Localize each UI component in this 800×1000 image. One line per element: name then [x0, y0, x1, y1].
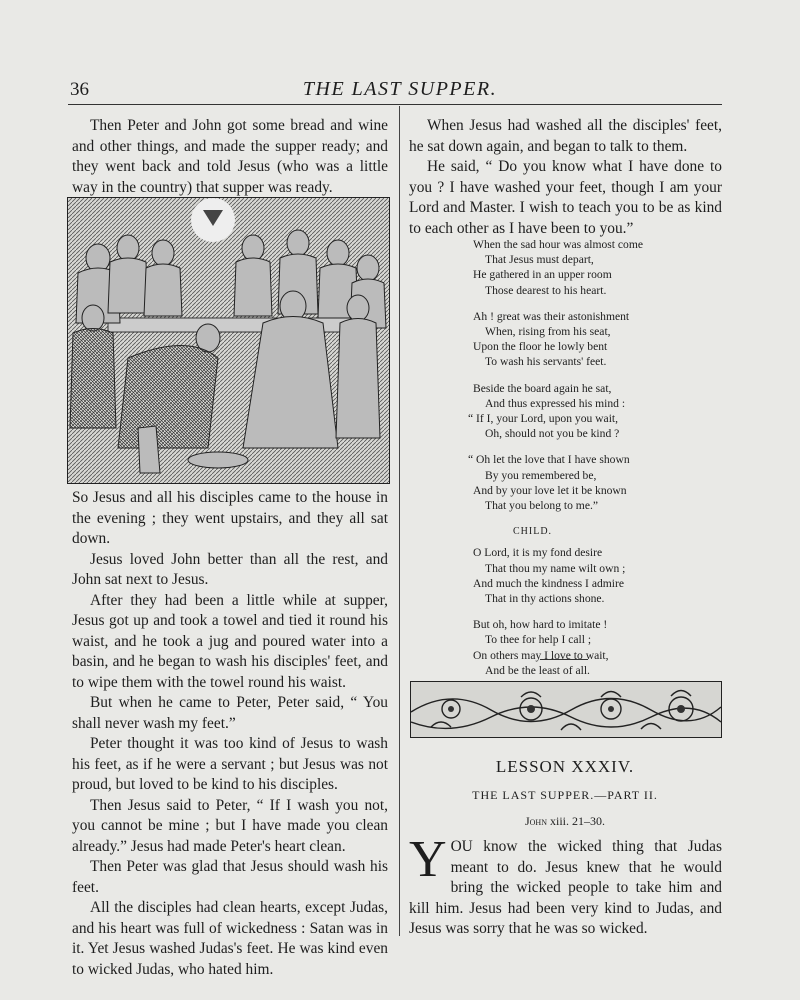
poem-line: Upon the floor he lowly bent [473, 340, 608, 354]
ref-book: John [524, 814, 547, 828]
poem-stanza [468, 452, 723, 513]
poem-stanza [473, 309, 723, 370]
last-supper-illustration [67, 197, 390, 484]
paragraph: After they had been a little while at supper, Jesus got up and took a towel and tied it round his waist, and he took a jug and poured water into a basin, and he began to wash his disciples' feet, and to wipe them with the towel round his waist. [72, 591, 388, 691]
paragraph: All the disciples had clean hearts, except Judas, and his heart was full of wickedness : Satan was in it. Yet Jesus washed Judas's feet. He was kind even to wicked Judas, who hated him. [72, 899, 388, 978]
paragraph: So Jesus and all his disciples came to the house in the evening ; they went upstairs, and they all sat down. [72, 489, 388, 547]
ornament-image [411, 682, 721, 737]
poem-line: “ Oh let the love that I have shown [468, 453, 630, 467]
page-number: 36 [70, 79, 89, 100]
poem-line: Oh, should not you be kind ? [485, 427, 620, 441]
left-column-top [72, 116, 388, 198]
paragraph: Then Jesus said to Peter, “ If I wash you not, you cannot be mine ; but I have made you clean already.” Jesus had made Peter's heart clean. [72, 796, 388, 855]
poem-line: On others may I love to wait, [473, 648, 609, 662]
scripture-reference [400, 814, 730, 829]
poem-line: Ah ! great was their astonishment [473, 309, 630, 323]
floral-ornament-band [410, 681, 722, 738]
lesson-subtitle: THE LAST SUPPER.—PART II. [472, 788, 658, 802]
poem-line: That in thy actions shone. [485, 592, 605, 606]
left-column-main [72, 488, 388, 980]
paragraph: Jesus loved John better than all the rest, and John sat next to Jesus. [72, 550, 388, 588]
poem-line: Those dearest to his heart. [485, 283, 607, 297]
poem-line: That you belong to me.” [485, 499, 599, 513]
poem-line: To wash his servants' feet. [485, 355, 607, 369]
lesson-title: LESSON XXXIV. [495, 757, 635, 776]
poem-line: That thou my name wilt own ; [485, 561, 626, 575]
poem-stanza [468, 381, 723, 442]
poem-line: That Jesus must depart, [485, 253, 594, 267]
paragraph: Then Peter and John got some bread and wine and other things, and made the supper ready; and they went back and told Jesus (who was a little way in the country) that supper was ready. [72, 117, 388, 196]
drop-cap: Y [409, 831, 447, 888]
running-title: THE LAST SUPPER. [302, 78, 498, 100]
poem-line: When the sad hour was almost come [473, 238, 643, 251]
lesson-paragraph: OU know the wicked thing that Judas meant to do. Jesus knew that he would bring the wicked people to take him and kill him. Jesus had been very kind to Judas, and Jesus was sorry that he was so wicked. [409, 838, 722, 937]
paragraph: But when he came to Peter, Peter said, “ You shall never wash my feet.” [72, 694, 388, 732]
paragraph: Then Peter was glad that Jesus should wash his feet. [72, 858, 388, 896]
hymn-poem [468, 237, 723, 689]
paragraph: When Jesus had washed all the disciples' feet, he sat down again, and began to talk to them. [409, 117, 722, 155]
poem-line: Beside the board again he sat, [473, 381, 612, 395]
section-rule [540, 659, 588, 660]
engraving-image [68, 198, 389, 483]
poem-stanza [473, 617, 723, 678]
paragraph: He said, “ Do you know what I have done to you ? I have washed your feet, though I am your Lord and Master. I wish to teach you to be as kind to each other as I have been to you.” [409, 158, 722, 237]
poem-line: By you remembered be, [485, 468, 597, 482]
poem-line: And by your love let it be known [473, 483, 627, 497]
lesson-body [409, 831, 722, 940]
poem-stanza [473, 237, 723, 298]
poem-line: “ If I, your Lord, upon you wait, [468, 412, 619, 426]
poem-line: O Lord, it is my fond desire [473, 546, 603, 560]
poem-heading: CHILD. [513, 526, 553, 538]
right-column-top [409, 116, 722, 239]
header-rule [68, 104, 722, 105]
poem-line: He gathered in an upper room [473, 268, 612, 282]
poem-line: To thee for help I call ; [485, 633, 592, 647]
poem-line: And be the least of all. [485, 663, 590, 677]
paragraph: Peter thought it was too kind of Jesus to wash his feet, as if he were a servant ; but Jesus was not proud, but loved to be kind to his disciples. [72, 735, 388, 793]
poem-line: But oh, how hard to imitate ! [473, 618, 608, 632]
column-divider [399, 106, 400, 936]
poem-stanza [473, 545, 723, 606]
poem-line: When, rising from his seat, [485, 325, 611, 339]
poem-line: And thus expressed his mind : [485, 396, 626, 410]
poem-line: And much the kindness I admire [473, 576, 625, 590]
ref-verses: xiii. 21–30. [550, 814, 606, 828]
